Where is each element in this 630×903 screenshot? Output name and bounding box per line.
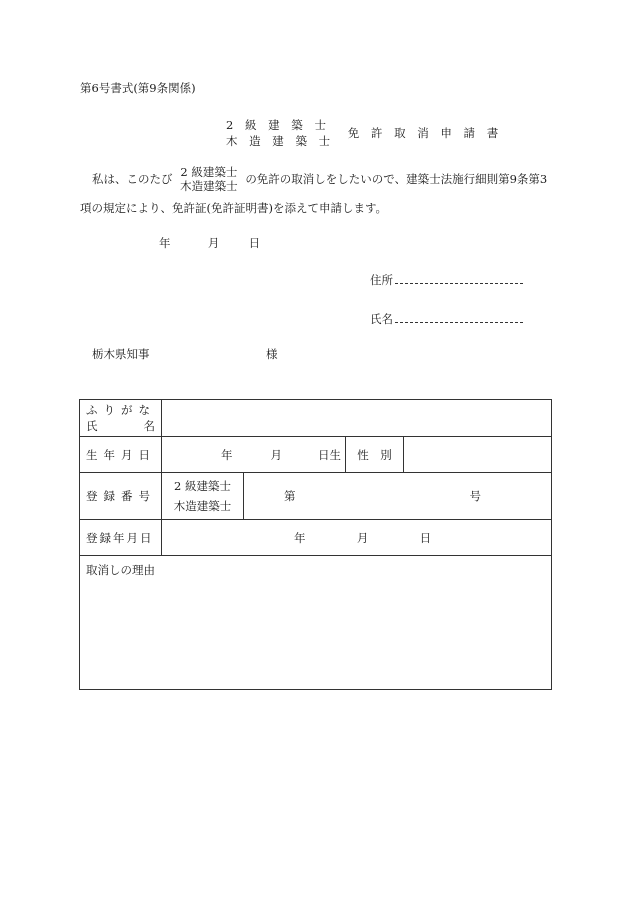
reg-suffix: 号 [469,489,481,503]
title-qual-mokuzo: 木 造 建 築 士 [226,134,335,148]
name-field[interactable] [370,311,523,327]
birth-day: 日生 [318,447,341,462]
address-label: 住所 [370,273,393,287]
date-year: 年 [159,236,171,250]
name-input-cell[interactable] [162,400,552,437]
reg-prefix: 第 [284,489,296,503]
body-line-1 [92,165,547,193]
addressee-honorific: 様 [266,347,278,361]
title-qualification [226,117,334,149]
address-underline [395,272,523,284]
address-field[interactable] [370,272,523,288]
reg-year: 年 [294,530,306,545]
name-label-2: 名 [143,419,155,433]
furigana-label: ふりがな [86,403,156,417]
birth-year: 年 [221,447,233,462]
body-suffix: の免許の取消しをしたいので、建築士法施行細則第9条第3 [245,172,548,186]
body-line-2: 項の規定により、免許証(免許証明書)を添えて申請します。 [80,201,388,215]
addressee-governor: 栃木県知事 [92,347,150,361]
document-title [226,117,502,149]
reg-qual-2kyu: 2 級建築士 [174,479,231,493]
table-row-reason [80,556,552,690]
birthdate-label: 生年月日 [80,437,162,473]
regnum-input-cell[interactable] [244,473,552,520]
table-row-regdate [80,520,552,556]
table-row-birthdate [80,437,552,473]
body-qualification [180,165,238,193]
sex-input-cell[interactable] [404,437,552,473]
form-number: 第6号書式(第9条関係) [80,81,196,95]
table-row-name [80,400,552,437]
name-underline [395,311,523,323]
table-row-regnum [80,473,552,520]
birth-month: 月 [270,447,282,462]
birthdate-input-cell[interactable] [162,437,346,473]
date-month: 月 [207,236,220,250]
body-prefix: 私は、このたび [92,172,173,186]
reg-day: 日 [419,530,432,545]
body-qual-mokuzo: 木造建築士 [180,179,238,193]
name-label-1: 氏 [86,419,98,433]
regdate-label: 登録年月日 [80,520,162,556]
application-table [79,399,552,690]
body-qual-2kyu: 2 級建築士 [180,165,238,179]
date-day: 日 [248,236,261,250]
furigana-name-label [80,400,162,437]
sex-label: 性 別 [346,437,404,473]
title-main: 免 許 取 消 申 請 書 [347,126,503,140]
reg-qualification [162,473,244,520]
regdate-input-cell[interactable] [162,520,552,556]
regnum-label: 登録番号 [80,473,162,520]
reason-label: 取消しの理由 [86,563,155,577]
name-label: 氏名 [370,312,393,326]
application-date [159,235,260,251]
reason-cell[interactable] [80,556,552,690]
reg-month: 月 [356,530,369,545]
reg-qual-mokuzo: 木造建築士 [173,499,232,513]
title-qual-2kyu: 2 級 建 築 士 [226,118,330,132]
